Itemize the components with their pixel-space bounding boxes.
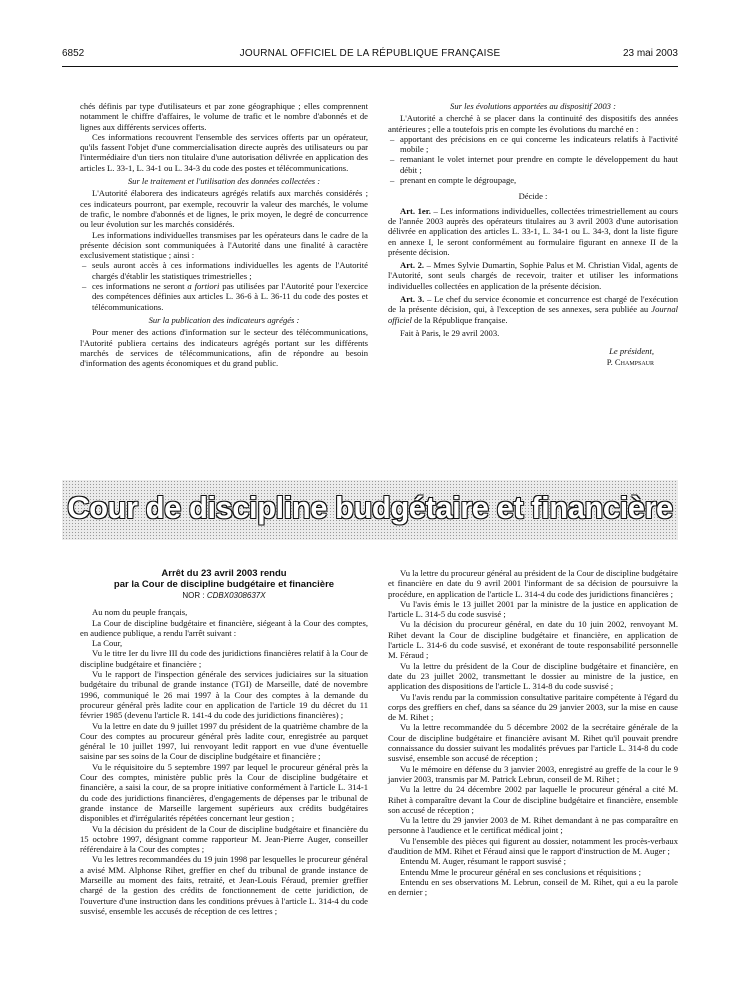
- paragraph: Ces informations recouvrent l'ensemble des services offerts par un opérateur, qu'ils fassent l'objet d'une commercialisation directe auprès des utilisateurs ou par l'intermédiaire d'un tiers non titulaire d'une autorisation délivrée en application des articles L. 33-1, L. 34-1 ou L. 34-3 du code des postes et télécommunications.: [80, 131, 368, 173]
- bottom-right-column: [388, 568, 678, 898]
- top-left-column: [80, 101, 368, 368]
- paragraph: Vu la lettre du 24 décembre 2002 par laquelle le procureur général a cité M. Rihet à comparaître devant la Cour de discipline budgétaire et financière, ensemble son accusé de réception ;: [388, 784, 678, 815]
- bottom-left-paragraphs: [80, 607, 368, 916]
- place-date: Fait à Paris, le 29 avril 2003.: [400, 327, 500, 338]
- banner-title: Cour de discipline budgétaire et financière: [67, 490, 673, 525]
- paragraph: Vu l'avis rendu par la commission consultative paritaire compétente à l'égard du corps des greffiers en chef, dans sa séance du 29 janvier 2003, sur la mise en cause de M. Rihet ;: [388, 691, 678, 723]
- paragraph: Vu l'avis émis le 13 juillet 2001 par la ministre de la justice en application de l'article L. 314-5 du code susvisé ;: [388, 598, 678, 620]
- bullet-list: [80, 260, 368, 311]
- paragraph: chés définis par type d'utilisateurs et par zone géographique ; elles comprennent notamment le chiffre d'affaires, le volume de trafic et le nombre d'abonnés et de lignes aux différents services offerts.: [80, 101, 368, 132]
- paragraph: La Cour de discipline budgétaire et financière, siégeant à la Cour des comptes, en audience publique, a rendu l'arrêt suivant :: [80, 617, 368, 638]
- paragraph: Vu la lettre du président de la Cour de discipline budgétaire et financière, en date du 23 juillet 2002, transmettant le dossier au ministre de la justice, en application des dispositions de l'article L. 314-8 du code susvisé ;: [388, 660, 678, 692]
- paragraph: Vu le mémoire en défense du 3 janvier 2003, enregistré au greffe de la cour le 9 janvier 2003, transmis par M. Patrick Lebrun, conseil de M. Rihet ;: [388, 763, 678, 784]
- paragraph: Vu le réquisitoire du 5 septembre 1997 par lequel le procureur général près la Cour des comptes, ministère public près la Cour de discipline budgétaire et financière, a saisi la cour, de sa propre initiative conformément à l'article L. 314-1 du code des juridictions financières, d'engagements de dépenses par le tribunal de grande instance de Marseille largement supérieurs aux crédits budgétaires disponibles et d'irrégularités répétées concernant leur gestion ;: [80, 761, 368, 824]
- paragraph: Vu l'ensemble des pièces qui figurent au dossier, notamment les procès-verbaux d'audition de MM. Rihet et Féraud ainsi que le rapport d'instruction de M. Auger ;: [388, 835, 678, 857]
- list-item: – prenant en compte le dégroupage,: [388, 175, 678, 185]
- bottom-right-paragraphs: [388, 568, 678, 898]
- header-rule: [62, 66, 678, 67]
- top-right-column: [388, 101, 678, 367]
- article-label: Art. 3.: [400, 294, 425, 305]
- paragraph: Entendu M. Auger, résumant le rapport susvisé ;: [400, 856, 567, 867]
- list-item: – remaniant le volet internet pour prendre en compte le développement du haut débit ;: [388, 154, 678, 175]
- paragraph: Vu le titre Ier du livre III du code des juridictions financières relatif à la Cour de discipline budgétaire et financière ;: [80, 648, 368, 669]
- list-item: – apportant des précisions en ce qui concerne les indicateurs relatifs à l'activité mobile ;: [388, 134, 678, 155]
- decide-heading: Décide :: [518, 191, 548, 202]
- nor-label: NOR :: [182, 591, 207, 600]
- paragraph: Vu les lettres recommandées du 19 juin 1998 par lesquelles le procureur général a avisé MM. Alphonse Rihet, greffier en chef du tribunal de grande instance de Marseille au moment des faits, retraité, et Jean-Louis Féraud, premier greffier chargé de la gestion des crédits de fonctionnement de cette juridiction, de l'ouverture d'une instruction dans les conditions prévues à l'article L. 314-4 du code susvisé, ensemble les accusés de réception de ces lettres ;: [80, 854, 368, 916]
- bottom-left-column: [80, 568, 368, 916]
- article-label: Art. 2.: [400, 260, 425, 271]
- paragraph: Au nom du peuple français,: [92, 607, 188, 618]
- paragraph: Entendu en ses observations M. Lebrun, conseil de M. Rihet, qui a eu la parole en dernier ;: [388, 876, 678, 898]
- paragraph: Vu la lettre du procureur général au président de la Cour de discipline budgétaire et financière en date du 9 avril 2001 l'informant de sa décision de poursuivre la procédure, en application de l'article L. 314-4 du code des juridictions financières ;: [388, 568, 678, 599]
- paragraph: Les informations individuelles transmises par les opérateurs dans le cadre de la présente décision sont communiquées à l'Autorité dans une finalité à caractère exclusivement statistique ; ainsi :: [80, 229, 368, 261]
- italic-text: Journal officiel: [388, 304, 678, 325]
- page-header: [62, 48, 678, 66]
- text-span: ces informations ne seront: [92, 281, 188, 292]
- paragraph: Vu le rapport de l'inspection générale des services judiciaires sur la situation budgétaire du tribunal de grande instance (TGI) de Marseille, daté de novembre 1996, communiqué le 26 mai 1997 à la Cour des comptes à la demande du procureur général près ladite cour en application de l'article 19 du décret du 11 février 1985 (devenu l'article R. 141-4 du code des juridictions financières) ;: [80, 669, 368, 721]
- bullet-list: [388, 134, 678, 185]
- list-item: – seuls auront accès à ces informations individuelles les agents de l'Autorité chargés d'établir les statistiques trimestrielles ;: [80, 260, 368, 281]
- article-1: [388, 206, 678, 257]
- article-text: – Les informations individuelles, collectées trimestriellement au cours de l'année 2003 auprès des opérateurs titulaires au 3 avril 2003 d'une autorisation délivrée en application des articles L. 33-1, L. 34-1 ou L. 34-3, dont la liste figure en annexe I, le seront conformément au formulaire figurant en annexe II de la présente décision.: [388, 205, 678, 257]
- article-text: – Le chef du service économie et concurrence est chargé de l'exécution de la présente décision, qui, à l'exception de ses annexes, sera publiée au: [388, 294, 678, 315]
- decision-subtitle: par la Cour de discipline budgétaire et financière: [113, 579, 335, 590]
- nor-code: CDBX0308637X: [206, 591, 266, 600]
- paragraph: Vu la décision du procureur général, en date du 10 juin 2002, renvoyant M. Rihet devant la Cour de discipline budgétaire et financière, en application de l'article L. 314-6 du code susvisé, et exonérant de toute responsabilité personnelle M. Féraud ;: [388, 619, 678, 661]
- signature-role: Le président,: [609, 346, 654, 357]
- section-heading: Sur la publication des indicateurs agrégés :: [148, 314, 300, 325]
- article-2: [388, 260, 678, 291]
- text-span: pas utilisées par l'Autorité pour l'exercice des compétences définies aux articles L. 36-6 à L. 36-11 du code des postes et télécommunications.: [92, 281, 368, 312]
- article-label: Art. 1er.: [400, 205, 431, 216]
- paragraph: Vu la décision du président de la Cour de discipline budgétaire et financière du 15 octobre 1997, désignant comme rapporteur M. Jean-Pierre Auger, conseiller référendaire à la Cour des comptes ;: [80, 823, 368, 855]
- section-heading: Sur les évolutions apportées au dispositif 2003 :: [450, 101, 616, 111]
- nor-reference: [80, 591, 368, 601]
- paragraph: Entendu Mme le procureur général en ses conclusions et réquisitions ;: [400, 866, 642, 877]
- paragraph: L'Autorité élaborera des indicateurs agrégés relatifs aux marchés considérés ; ces indicateurs pourront, par exemple, recouvrir la valeur des marchés, le volume de trafic, le nombre d'abonnés et de lignes, le prix moyen, le degré de concurrence ou leur évolution sur les marchés considérés.: [80, 188, 368, 230]
- article-text: – Mmes Sylvie Dumartin, Sophie Palus et M. Christian Vidal, agents de l'Autorité, sont seuls chargés de recevoir, traiter et utiliser les informations individuelles collectées en application de la présente décision.: [388, 260, 679, 291]
- paragraph: Vu la lettre en date du 9 juillet 1997 du président de la quatrième chambre de la Cour des comptes au procureur général près ladite cour, enregistrée au parquet général le 10 juillet 1997, lui renvoyant ledit rapport en vue d'une éventuelle saisine par ses soins de la Cour de discipline budgétaire et financière ;: [80, 720, 368, 762]
- article-text: de la République française.: [411, 314, 508, 325]
- italic-text: a fortiori: [187, 281, 220, 292]
- signature-name: P. Champsaur: [606, 356, 654, 367]
- issue-date: 23 mai 2003: [622, 48, 678, 59]
- paragraph: Vu la lettre recommandée du 5 décembre 2002 de la secrétaire générale de la Cour de discipline budgétaire et financière avisant M. Rihet qu'il pouvait prendre connaissance du dossier suivant les modalités prévues par l'article L. 314-8 du code susvisé, ensemble son accusé de réception ;: [388, 722, 678, 764]
- section-heading: Sur le traitement et l'utilisation des données collectées :: [127, 176, 321, 187]
- paragraph: La Cour,: [92, 638, 123, 649]
- paragraph: L'Autorité a cherché à se placer dans la continuité des dispositifs des années antérieures ; elle a toutefois pris en compte les évolutions du marché en :: [388, 113, 678, 134]
- section-banner: [62, 480, 678, 540]
- paragraph: Vu la lettre du 29 janvier 2003 de M. Rihet demandant à ne pas comparaître en personne à l'audience et le certificat médical joint ;: [388, 815, 678, 836]
- list-item: [80, 281, 368, 312]
- page-number: 6852: [62, 48, 85, 59]
- paragraph: Pour mener des actions d'information sur le secteur des télécommunications, l'Autorité publiera certains des indicateurs agrégés portant sur les différents marchés de services de télécommunications, afin de répondre au besoin d'information des agents économiques et du grand public.: [80, 327, 368, 369]
- decision-title: Arrêt du 23 avril 2003 rendu: [161, 568, 287, 579]
- journal-title: JOURNAL OFFICIEL DE LA RÉPUBLIQUE FRANÇAISE: [239, 48, 501, 59]
- article-3: [388, 294, 678, 325]
